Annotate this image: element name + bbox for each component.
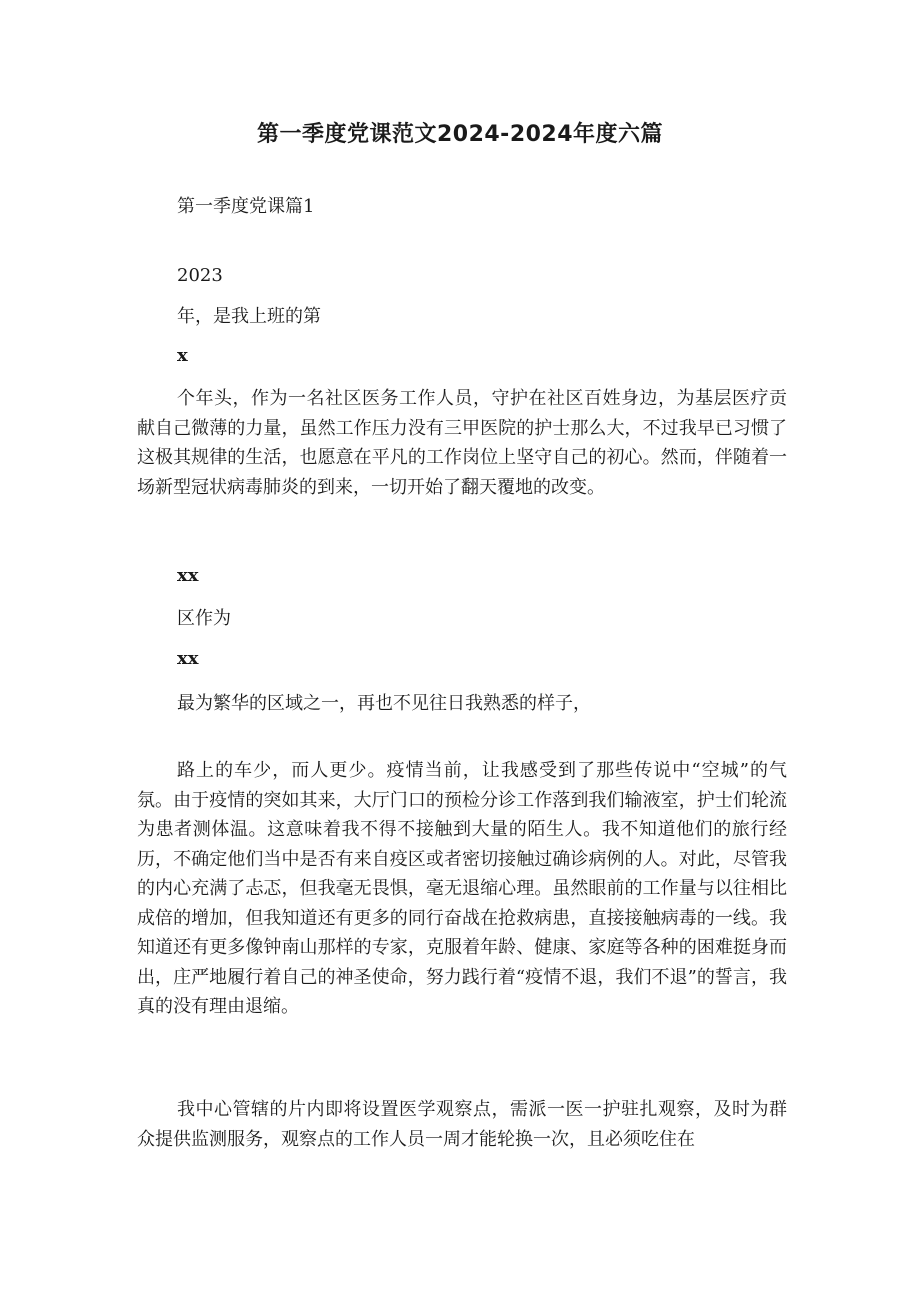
placeholder-marker-x: x	[177, 345, 188, 366]
body-paragraph-3: 我中心管辖的片内即将设置医学观察点，需派一医一护驻扎观察，及时为群众提供监测服务，观察点的工作人员一周才能轮换一次，且必须吃住在	[137, 1099, 787, 1150]
section-heading: 第一季度党课篇1	[177, 196, 315, 217]
body-paragraph-1: 个年头，作为一名社区医务工作人员，守护在社区百姓身边，为基层医疗贡献自己微薄的力量，虽然工作压力没有三甲医院的护士那么大，不过我早已习惯了这极其规律的生活，也愿意在平凡的工作岗位上坚守自己的初心。然而，伴随着一场新型冠状病毒肺炎的到来，一切开始了翻天覆地的改变。	[137, 388, 787, 498]
district-line: 区作为	[177, 608, 231, 629]
placeholder-marker-xx-2: xx	[177, 648, 199, 669]
body-paragraph-2: 路上的车少，而人更少。疫情当前，让我感受到了那些传说中“空城”的气氛。由于疫情的突如其来，大厅门口的预检分诊工作落到我们输液室，护士们轮流为患者测体温。这意味着我不得不接触到大量的陌生人。我不知道他们的旅行经历，不确定他们当中是否有来自疫区或者密切接触过确诊病例的人。对此，尽管我的内心充满了忐忑，但我毫无畏惧，毫无退缩心理。虽然眼前的工作量与以往相比成倍的增加，但我知道还有更多的同行奋战在抢救病患，直接接触病毒的一线。我知道还有更多像钟南山那样的专家，克服着年龄、健康、家庭等各种的困难挺身而出，庄严地履行着自己的神圣使命，努力践行着“疫情不退，我们不退”的誓言，我真的没有理由退缩。	[137, 760, 787, 1017]
year-line: 2023	[177, 265, 223, 286]
placeholder-marker-xx-1: xx	[177, 565, 199, 586]
busiest-area-line: 最为繁华的区域之一，再也不见往日我熟悉的样子，	[177, 693, 591, 714]
document-title: 第一季度党课范文2024-2024年度六篇	[256, 122, 664, 147]
year-suffix-line: 年，是我上班的第	[177, 306, 321, 327]
